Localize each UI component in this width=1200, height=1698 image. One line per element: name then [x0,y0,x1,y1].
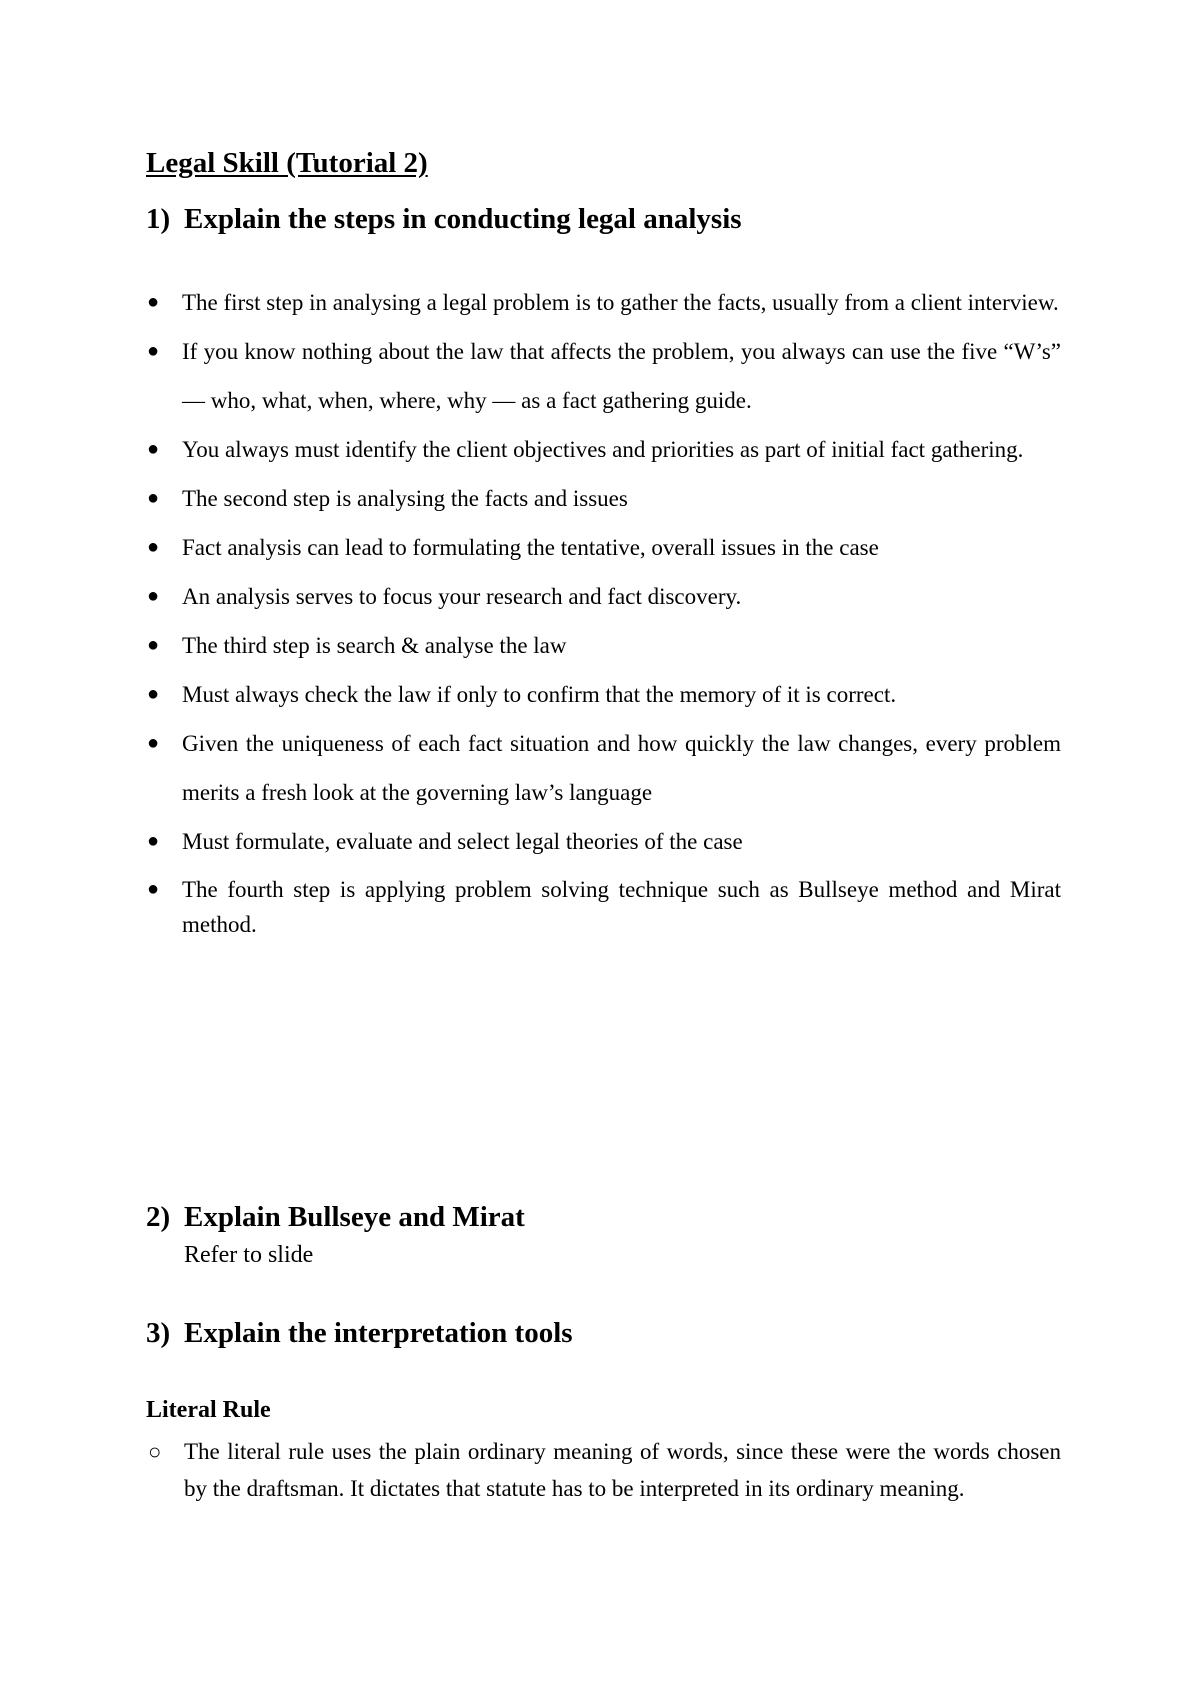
list-item-text: The first step in analysing a legal problem is to gather the facts, usually from a client interview. [182,290,1059,315]
list-item-text: Must always check the law if only to confirm that the memory of it is correct. [182,682,897,707]
bullet-icon: ● [147,683,160,705]
list-item-text: Must formulate, evaluate and select legal theories of the case [182,829,743,854]
list-item-text: The fourth step is applying problem solving technique such as Bullseye method and Mirat method. [182,877,1061,937]
bullet-icon: ● [147,585,160,607]
bullet-icon: ● [147,438,160,460]
list-item [146,872,1061,942]
question-3-heading [146,1315,573,1351]
bullet-icon: ● [147,830,160,852]
bullet-icon: ● [147,340,160,362]
bullet-icon: ● [147,634,160,656]
list-item [146,474,1061,523]
list-item [146,425,1061,474]
question-2-note: Refer to slide [184,1242,314,1268]
bullet-icon: ● [147,291,160,313]
question-number: 1) [146,203,171,235]
list-item-text: The second step is analysing the facts and issues [182,486,628,511]
question-2-heading [146,1199,525,1235]
bullet-icon: ● [147,487,160,509]
list-item [146,523,1061,572]
bullet-icon: ● [147,536,160,558]
steps-bullet-list [146,278,1061,942]
list-item-text: Fact analysis can lead to formulating the tentative, overall issues in the case [182,535,879,560]
list-item-text: An analysis serves to focus your research and fact discovery. [182,584,742,609]
question-number: 3) [146,1317,171,1349]
literal-rule-heading: Literal Rule [146,1397,271,1423]
document-title: Legal Skill (Tutorial 2) [146,147,428,179]
circle-bullet-icon: ○ [148,1439,162,1464]
question-number: 2) [146,1201,171,1233]
list-item-text: Given the uniqueness of each fact situation and how quickly the law changes, every problem merits a fresh look at the governing law’s language [182,731,1061,805]
bullet-icon: ● [147,878,160,900]
question-text: Explain the steps in conducting legal analysis [184,203,742,235]
bullet-icon: ● [147,732,160,754]
list-item-text: The third step is search & analyse the law [182,633,567,658]
list-item [146,327,1061,425]
list-item [146,817,1061,866]
list-item-text: You always must identify the client objectives and priorities as part of initial fact gathering. [182,437,1024,462]
question-1-heading [146,201,742,237]
list-item-text: If you know nothing about the law that affects the problem, you always can use the five “W’s” — who, what, when, where, why — as a fact gathering guide. [182,339,1061,413]
list-item [146,572,1061,621]
list-item [146,621,1061,670]
list-item [146,670,1061,719]
list-item [146,278,1061,327]
literal-rule-paragraph [146,1433,1061,1507]
question-text: Explain Bullseye and Mirat [184,1201,525,1233]
list-item [146,719,1061,817]
question-text: Explain the interpretation tools [184,1317,573,1349]
literal-rule-text: The literal rule uses the plain ordinary meaning of words, since these were the words chosen by the draftsman. It dictates that statute has to be interpreted in its ordinary meaning. [184,1439,1061,1501]
